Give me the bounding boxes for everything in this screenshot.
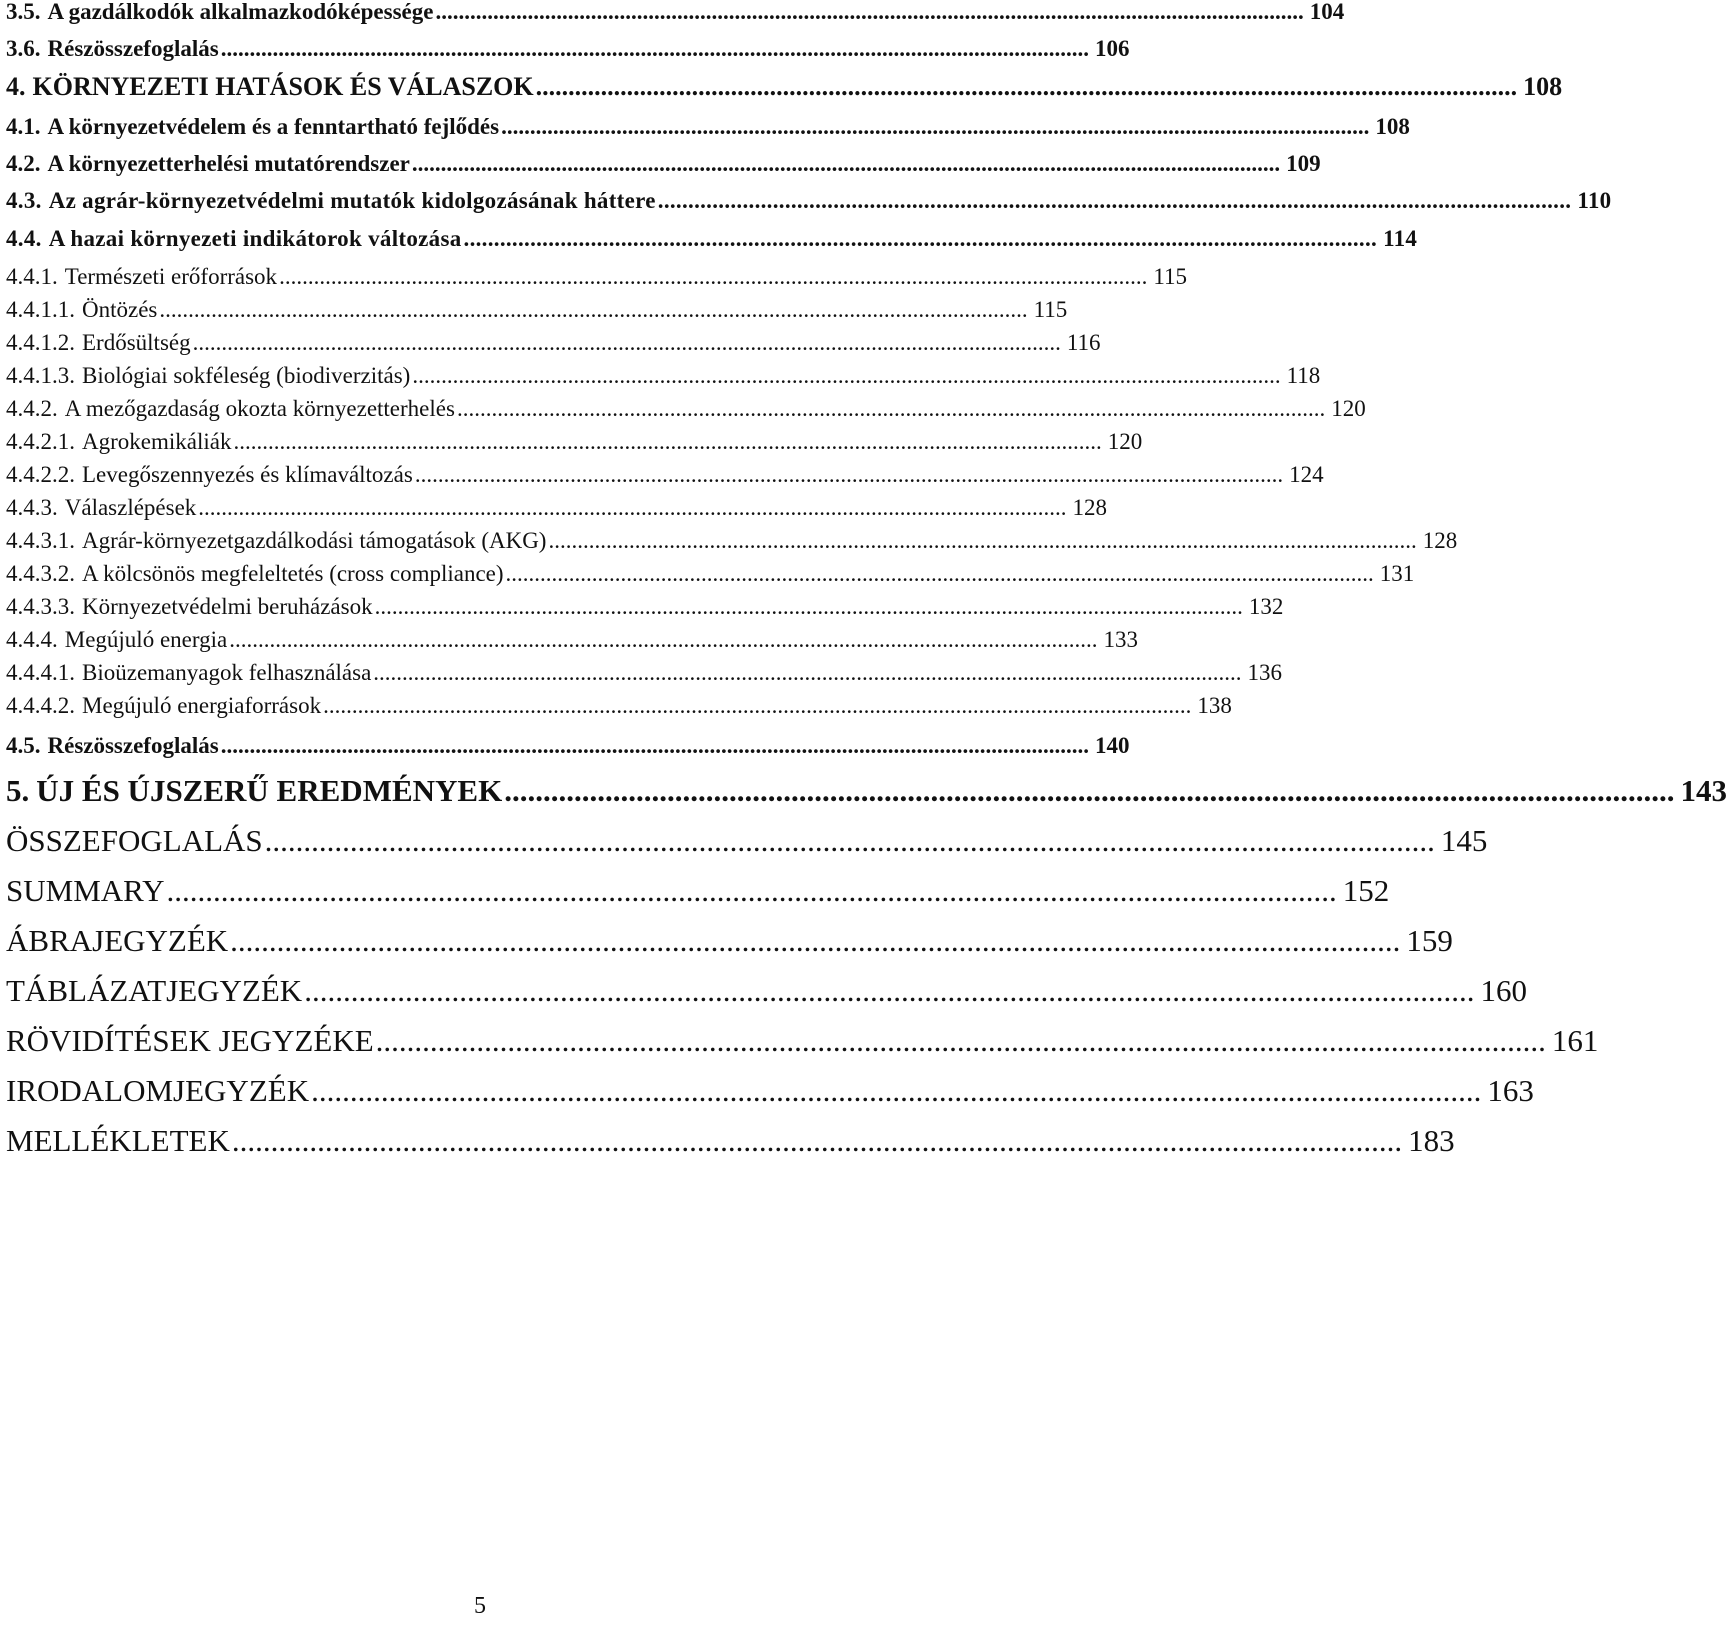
toc-dot-leader: ....................................................................................................................................................... (279, 264, 1148, 289)
toc-dot-leader: ....................................................................................................................................................... (456, 396, 1326, 421)
toc-entry-title: Az agrár-környezetvédelmi mutatók kidolgozásának háttere (48, 188, 656, 213)
toc-entry-number: 4.4.2.2. (6, 462, 75, 487)
toc-entry[interactable] (6, 330, 1101, 356)
toc-entry-page: 138 (1197, 693, 1232, 718)
toc-entry-page: 120 (1331, 396, 1366, 421)
toc-entry-title: A környezetterhelési mutatórendszer (47, 151, 410, 176)
toc-entry-page: 128 (1072, 495, 1108, 520)
toc-entry-page: 108 (1523, 72, 1563, 101)
toc-entry-page: 161 (1551, 1023, 1599, 1058)
toc-entry-page: 136 (1247, 660, 1283, 685)
toc-entry-number: 4.4.3.1. (6, 528, 75, 553)
toc-entry[interactable] (6, 973, 1527, 1009)
toc-entry-page: 143 (1680, 773, 1727, 808)
toc-entry-title: Természeti erőforrások (64, 264, 278, 289)
toc-dot-leader: ....................................................................................................................................................... (411, 151, 1281, 176)
toc-dot-leader: ....................................................................................................................................................... (230, 923, 1401, 958)
toc-entry[interactable] (6, 561, 1415, 587)
toc-entry-page: 120 (1107, 429, 1143, 454)
toc-entry-page: 140 (1094, 733, 1130, 758)
toc-entry[interactable] (6, 693, 1232, 719)
toc-entry-page: 132 (1248, 594, 1284, 619)
toc-entry[interactable] (6, 528, 1458, 554)
toc-entry[interactable] (6, 773, 1727, 809)
toc-entry-number: 4.3. (6, 188, 42, 213)
toc-entry-title: A kölcsönös megfeleltetés (cross compliance) (82, 561, 504, 586)
toc-entry-title: Öntözés (82, 297, 158, 322)
toc-entry[interactable] (6, 36, 1130, 62)
toc-entry-page: 108 (1375, 114, 1410, 139)
toc-dot-leader: ....................................................................................................................................................... (166, 873, 1337, 908)
toc-entry-title: ÖSSZEFOGLALÁS (6, 823, 263, 858)
toc-entry-title: A környezetvédelem és a fenntartható fejlődés (47, 114, 500, 139)
toc-entry-number: 4.4.4.1. (6, 660, 75, 685)
toc-entry-page: 159 (1406, 923, 1453, 958)
toc-entry[interactable] (6, 0, 1345, 25)
page-number: 5 (474, 1593, 486, 1619)
toc-entry-page: 160 (1480, 973, 1527, 1008)
toc-entry-number: 4.4.4.2. (6, 693, 75, 718)
toc-entry-title: ÁBRAJEGYZÉK (6, 923, 229, 958)
toc-dot-leader: ....................................................................................................................................................... (375, 1023, 1546, 1058)
toc-entry-page: 118 (1286, 363, 1321, 388)
toc-entry-number: 4. (6, 72, 26, 101)
toc-entry-number: 4.4.3. (6, 495, 58, 520)
toc-entry-number: 3.6. (6, 36, 41, 61)
toc-entry-page: 183 (1408, 1123, 1455, 1158)
toc-entry-title: TÁBLÁZATJEGYZÉK (6, 973, 303, 1008)
toc-entry-page: 131 (1379, 561, 1415, 586)
toc-entry-page: 106 (1094, 36, 1130, 61)
toc-entry-title: A gazdálkodók alkalmazkodóképessége (47, 0, 434, 24)
toc-dot-leader: ....................................................................................................................................................... (505, 561, 1374, 586)
toc-dot-leader: ....................................................................................................................................................... (504, 773, 1675, 808)
toc-dot-leader: ....................................................................................................................................................... (414, 462, 1284, 487)
toc-entry-title: Részösszefoglalás (47, 36, 219, 61)
toc-dot-leader: ....................................................................................................................................................... (192, 330, 1061, 355)
toc-entry-title: A mezőgazdaság okozta környezetterhelés (64, 396, 455, 421)
toc-entry-page: 124 (1289, 462, 1324, 487)
toc-dot-leader: ....................................................................................................................................................... (233, 429, 1102, 454)
toc-entry-title: MELLÉKLETEK (6, 1123, 230, 1158)
toc-entry[interactable] (6, 733, 1130, 759)
toc-dot-leader: ....................................................................................................................................................... (229, 627, 1098, 652)
toc-dot-leader: ....................................................................................................................................................... (535, 72, 1518, 101)
toc-dot-leader: ....................................................................................................................................................... (231, 1123, 1403, 1158)
toc-dot-leader: ....................................................................................................................................................... (323, 693, 1192, 718)
toc-entry-number: 4.4.1.1. (6, 297, 75, 322)
toc-entry[interactable] (6, 72, 1563, 102)
toc-dot-leader: ....................................................................................................................................................... (304, 973, 1475, 1008)
toc-dot-leader: ....................................................................................................................................................... (463, 226, 1378, 251)
toc-entry[interactable] (6, 627, 1138, 653)
toc-entry[interactable] (6, 363, 1321, 389)
toc-dot-leader: ....................................................................................................................................................... (548, 528, 1417, 553)
toc-entry[interactable] (6, 495, 1108, 521)
toc-entry-number: 3.5. (6, 0, 41, 24)
toc-entry[interactable] (6, 114, 1410, 140)
toc-dot-leader: ....................................................................................................................................................... (435, 0, 1304, 24)
toc-entry-page: 163 (1487, 1073, 1534, 1108)
toc-entry-title: A hazai környezeti indikátorok változása (48, 226, 462, 251)
toc-entry[interactable] (6, 923, 1453, 959)
toc-entry-number: 4.4.3.2. (6, 561, 75, 586)
toc-entry-number: 4.4.1. (6, 264, 58, 289)
toc-entry-title: SUMMARY (6, 873, 165, 908)
toc-dot-leader: ....................................................................................................................................................... (412, 363, 1281, 388)
toc-dot-leader: ....................................................................................................................................................... (198, 495, 1067, 520)
toc-entry[interactable] (6, 594, 1284, 620)
toc-entry[interactable] (6, 1023, 1599, 1059)
toc-entry[interactable] (6, 151, 1321, 177)
toc-dot-leader: ....................................................................................................................................................... (264, 823, 1435, 858)
toc-entry[interactable] (6, 396, 1366, 422)
toc-entry-title: Erdősültség (82, 330, 191, 355)
toc-entry-page: 115 (1153, 264, 1187, 289)
toc-entry[interactable] (6, 462, 1324, 488)
toc-entry-page: 116 (1066, 330, 1101, 355)
toc-entry[interactable] (6, 188, 1612, 214)
toc-entry[interactable] (6, 873, 1390, 909)
toc-entry-title: Megújuló energiaforrások (82, 693, 322, 718)
toc-entry-number: 4.4.3.3. (6, 594, 75, 619)
toc-entry-page: 109 (1286, 151, 1321, 176)
toc-entry-title: ÚJ ÉS ÚJSZERŰ EREDMÉNYEK (36, 773, 503, 808)
toc-dot-leader: ....................................................................................................................................................... (373, 660, 1242, 685)
toc-entry-number: 5. (6, 773, 30, 808)
toc-entry-page: 145 (1440, 823, 1488, 858)
toc-entry-page: 110 (1577, 188, 1612, 213)
toc-entry-title: Válaszlépések (64, 495, 197, 520)
toc-entry-page: 133 (1103, 627, 1138, 652)
toc-entry-title: KÖRNYEZETI HATÁSOK ÉS VÁLASZOK (32, 72, 534, 101)
toc-entry-number: 4.4. (6, 226, 42, 251)
toc-entry[interactable] (6, 226, 1418, 252)
toc-entry-title: Levegőszennyezés és klímaváltozás (82, 462, 413, 487)
toc-entry-title: Agrár-környezetgazdálkodási támogatások (AKG) (82, 528, 547, 553)
toc-entry[interactable] (6, 660, 1283, 686)
toc-entry-title: Részösszefoglalás (47, 733, 219, 758)
toc-entry-title: Környezetvédelmi beruházások (82, 594, 373, 619)
toc-entry[interactable] (6, 297, 1068, 323)
toc-entry[interactable] (6, 264, 1187, 290)
toc-dot-leader: ....................................................................................................................................................... (311, 1073, 1482, 1108)
toc-dot-leader: ....................................................................................................................................................... (374, 594, 1243, 619)
toc-entry-page: 104 (1309, 0, 1345, 24)
toc-entry-number: 4.2. (6, 151, 41, 176)
toc-entry[interactable] (6, 1073, 1534, 1109)
toc-entry[interactable] (6, 429, 1143, 455)
toc-entry-number: 4.4.4. (6, 627, 58, 652)
toc-entry-title: RÖVIDÍTÉSEK JEGYZÉKE (6, 1023, 374, 1058)
toc-entry-page: 152 (1342, 873, 1390, 908)
toc-entry-number: 4.1. (6, 114, 41, 139)
toc-dot-leader: ....................................................................................................................................................... (220, 36, 1089, 61)
toc-entry-title: Biológiai sokféleség (biodiverzitás) (82, 363, 411, 388)
toc-entry-page: 115 (1033, 297, 1068, 322)
toc-dot-leader: ....................................................................................................................................................... (220, 733, 1089, 758)
toc-entry-title: Agrokemikáliák (82, 429, 232, 454)
toc-entry[interactable] (6, 1123, 1455, 1159)
toc-dot-leader: ....................................................................................................................................................... (159, 297, 1028, 322)
toc-entry-number: 4.4.1.3. (6, 363, 75, 388)
toc-entry-number: 4.4.2. (6, 396, 58, 421)
toc-dot-leader: ....................................................................................................................................................... (501, 114, 1370, 139)
toc-entry-title: Bioüzemanyagok felhasználása (82, 660, 372, 685)
toc-dot-leader: ....................................................................................................................................................... (657, 188, 1572, 213)
toc-entry-title: Megújuló energia (64, 627, 228, 652)
toc-entry-number: 4.5. (6, 733, 41, 758)
toc-entry-page: 128 (1422, 528, 1458, 553)
toc-entry-number: 4.4.1.2. (6, 330, 75, 355)
toc-entry-title: IRODALOMJEGYZÉK (6, 1073, 310, 1108)
toc-entry[interactable] (6, 823, 1488, 859)
toc-entry-number: 4.4.2.1. (6, 429, 75, 454)
toc-entry-page: 114 (1383, 226, 1418, 251)
